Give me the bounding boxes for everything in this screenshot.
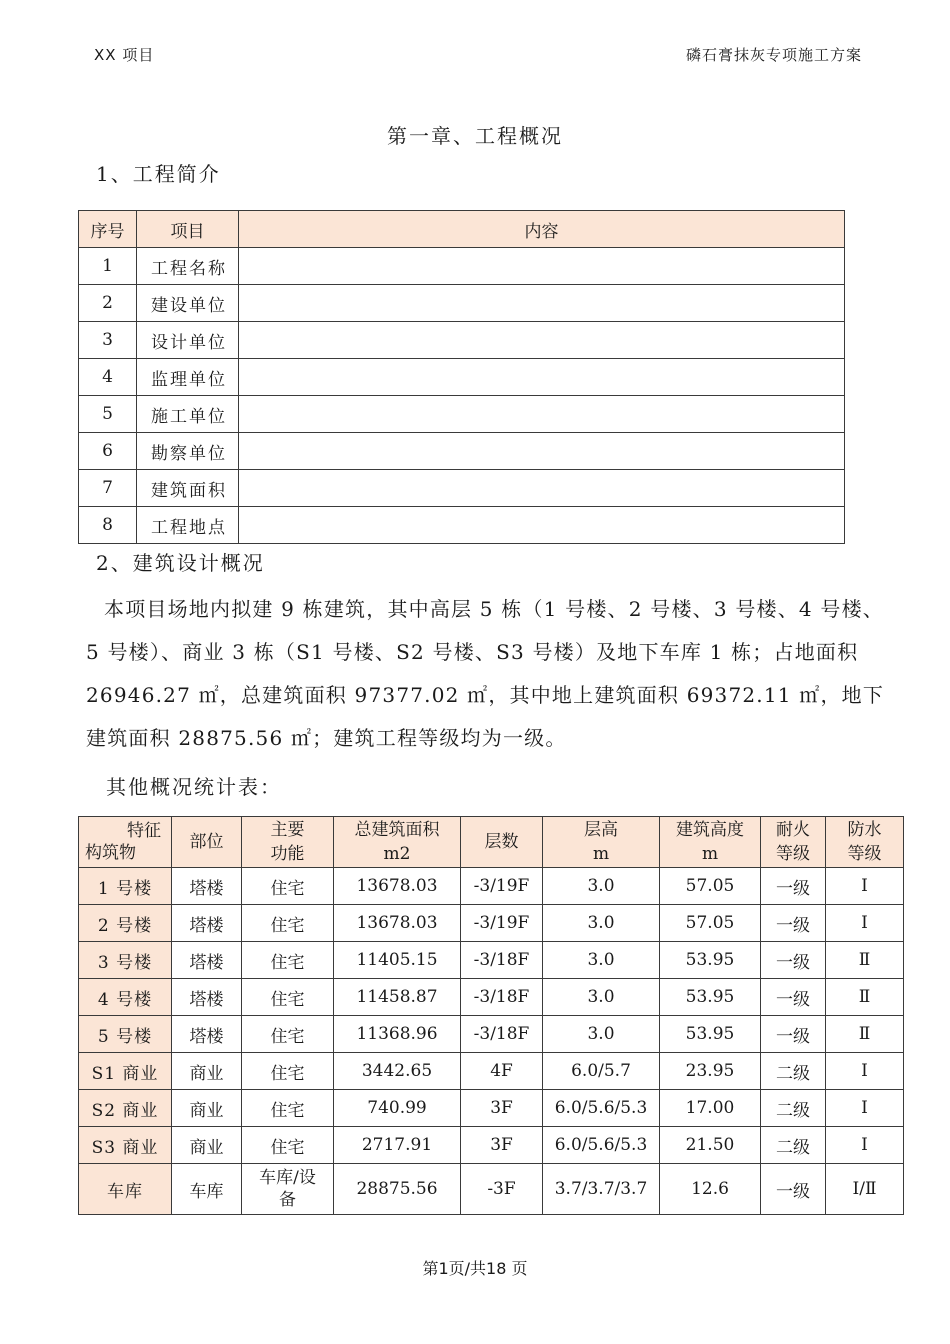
row-content [239, 470, 845, 507]
table-row [79, 1053, 904, 1090]
cell-floor-height: 3.0 [543, 1016, 660, 1053]
table-row [79, 1127, 904, 1164]
col-header-function: 主要 功能 [242, 817, 334, 868]
cell-function: 住宅 [242, 1090, 334, 1127]
cell-part: 塔楼 [172, 942, 242, 979]
corner-top-label: 特征 [127, 821, 161, 841]
row-content [239, 433, 845, 470]
building-name: S1 商业 [79, 1053, 172, 1090]
cell-floor-height: 3.0 [543, 868, 660, 905]
row-item: 工程地点 [137, 507, 239, 544]
header-project-name: XX 项目 [94, 46, 155, 64]
cell-part: 商业 [172, 1053, 242, 1090]
row-no: 1 [79, 248, 137, 285]
cell-fire-rating: 一级 [761, 905, 826, 942]
building-name: S3 商业 [79, 1127, 172, 1164]
cell-function: 住宅 [242, 905, 334, 942]
cell-function: 住宅 [242, 1016, 334, 1053]
col-header-no: 序号 [79, 211, 137, 248]
cell-area: 11368.96 [334, 1016, 461, 1053]
row-content [239, 248, 845, 285]
project-info-table [78, 210, 845, 544]
row-item: 设计单位 [137, 322, 239, 359]
header-document-title: 磷石膏抹灰专项施工方案 [685, 46, 862, 64]
corner-header-cell [79, 817, 172, 868]
cell-function: 车库/设 备 [242, 1164, 334, 1215]
cell-waterproof-rating: Ⅰ [826, 1127, 904, 1164]
cell-fire-rating: 二级 [761, 1090, 826, 1127]
cell-waterproof-rating: Ⅱ [826, 979, 904, 1016]
cell-floor-height: 3.0 [543, 942, 660, 979]
cell-part: 商业 [172, 1127, 242, 1164]
row-item: 工程名称 [137, 248, 239, 285]
cell-waterproof-rating: Ⅱ [826, 942, 904, 979]
cell-floors: -3/19F [461, 905, 543, 942]
row-item: 建设单位 [137, 285, 239, 322]
table-row [79, 979, 904, 1016]
table-row [79, 248, 845, 285]
cell-building-height: 17.00 [660, 1090, 761, 1127]
table-row [79, 396, 845, 433]
cell-part: 车库 [172, 1164, 242, 1215]
row-item: 监理单位 [137, 359, 239, 396]
cell-waterproof-rating: Ⅰ [826, 905, 904, 942]
table-row [79, 868, 904, 905]
cell-fire-rating: 二级 [761, 1053, 826, 1090]
stats-table-intro: 其他概况统计表： [106, 775, 282, 799]
cell-fire-rating: 一级 [761, 1164, 826, 1215]
cell-floors: -3/18F [461, 1016, 543, 1053]
col-header-floors: 层数 [461, 817, 543, 868]
col-header-building-height: 建筑高度 m [660, 817, 761, 868]
cell-floor-height: 3.7/3.7/3.7 [543, 1164, 660, 1215]
cell-area: 740.99 [334, 1090, 461, 1127]
col-header-fire-rating: 耐火 等级 [761, 817, 826, 868]
cell-area: 13678.03 [334, 905, 461, 942]
cell-area: 11458.87 [334, 979, 461, 1016]
cell-waterproof-rating: Ⅰ [826, 868, 904, 905]
cell-floor-height: 6.0/5.7 [543, 1053, 660, 1090]
table-row [79, 433, 845, 470]
row-content [239, 359, 845, 396]
cell-waterproof-rating: Ⅰ/Ⅱ [826, 1164, 904, 1215]
building-name: 1 号楼 [79, 868, 172, 905]
col-header-floor-height: 层高 m [543, 817, 660, 868]
cell-floor-height: 3.0 [543, 979, 660, 1016]
row-content [239, 396, 845, 433]
cell-floors: -3/18F [461, 979, 543, 1016]
col-header-content: 内容 [239, 211, 845, 248]
cell-area: 2717.91 [334, 1127, 461, 1164]
cell-building-height: 53.95 [660, 942, 761, 979]
row-no: 2 [79, 285, 137, 322]
cell-waterproof-rating: Ⅱ [826, 1016, 904, 1053]
cell-building-height: 12.6 [660, 1164, 761, 1215]
chapter-title: 第一章、工程概况 [387, 124, 563, 148]
table-row [79, 1164, 904, 1215]
cell-part: 塔楼 [172, 905, 242, 942]
cell-area: 11405.15 [334, 942, 461, 979]
table-header-row [79, 817, 904, 868]
cell-fire-rating: 二级 [761, 1127, 826, 1164]
cell-building-height: 23.95 [660, 1053, 761, 1090]
cell-function: 住宅 [242, 1127, 334, 1164]
building-name: 2 号楼 [79, 905, 172, 942]
cell-building-height: 57.05 [660, 868, 761, 905]
table-row [79, 359, 845, 396]
row-item: 施工单位 [137, 396, 239, 433]
table-row [79, 905, 904, 942]
cell-area: 3442.65 [334, 1053, 461, 1090]
row-content [239, 507, 845, 544]
row-no: 5 [79, 396, 137, 433]
cell-waterproof-rating: Ⅰ [826, 1053, 904, 1090]
table-row [79, 1090, 904, 1127]
building-name: S2 商业 [79, 1090, 172, 1127]
row-item: 勘察单位 [137, 433, 239, 470]
cell-floor-height: 6.0/5.6/5.3 [543, 1090, 660, 1127]
cell-area: 13678.03 [334, 868, 461, 905]
cell-floor-height: 3.0 [543, 905, 660, 942]
row-content [239, 322, 845, 359]
cell-floors: 3F [461, 1127, 543, 1164]
row-no: 6 [79, 433, 137, 470]
col-header-area: 总建筑面积 m2 [334, 817, 461, 868]
building-name: 车库 [79, 1164, 172, 1215]
row-content [239, 285, 845, 322]
cell-fire-rating: 一级 [761, 1016, 826, 1053]
cell-waterproof-rating: Ⅰ [826, 1090, 904, 1127]
row-no: 7 [79, 470, 137, 507]
row-no: 3 [79, 322, 137, 359]
row-item: 建筑面积 [137, 470, 239, 507]
col-header-item: 项目 [137, 211, 239, 248]
table-row [79, 322, 845, 359]
table-row [79, 942, 904, 979]
cell-building-height: 57.05 [660, 905, 761, 942]
cell-building-height: 21.50 [660, 1127, 761, 1164]
building-name: 3 号楼 [79, 942, 172, 979]
cell-fire-rating: 一级 [761, 979, 826, 1016]
cell-floors: 3F [461, 1090, 543, 1127]
table-header-row [79, 211, 845, 248]
table-row [79, 470, 845, 507]
cell-floors: 4F [461, 1053, 543, 1090]
table-row [79, 1016, 904, 1053]
section-2-title: 2、建筑设计概况 [96, 551, 265, 575]
section-1-title: 1、工程简介 [96, 162, 221, 186]
design-overview-paragraph [86, 588, 886, 760]
cell-floors: -3/18F [461, 942, 543, 979]
cell-part: 塔楼 [172, 979, 242, 1016]
cell-part: 商业 [172, 1090, 242, 1127]
cell-function: 住宅 [242, 979, 334, 1016]
page-footer: 第1页/共18 页 [422, 1259, 528, 1278]
cell-floor-height: 6.0/5.6/5.3 [543, 1127, 660, 1164]
cell-part: 塔楼 [172, 1016, 242, 1053]
row-no: 8 [79, 507, 137, 544]
col-header-part: 部位 [172, 817, 242, 868]
building-name: 4 号楼 [79, 979, 172, 1016]
corner-bottom-label: 构筑物 [85, 843, 136, 863]
cell-area: 28875.56 [334, 1164, 461, 1215]
row-no: 4 [79, 359, 137, 396]
cell-function: 住宅 [242, 1053, 334, 1090]
col-header-waterproof-rating: 防水 等级 [826, 817, 904, 868]
cell-building-height: 53.95 [660, 1016, 761, 1053]
cell-function: 住宅 [242, 868, 334, 905]
cell-floors: -3/19F [461, 868, 543, 905]
cell-fire-rating: 一级 [761, 942, 826, 979]
building-name: 5 号楼 [79, 1016, 172, 1053]
cell-building-height: 53.95 [660, 979, 761, 1016]
cell-floors: -3F [461, 1164, 543, 1215]
cell-part: 塔楼 [172, 868, 242, 905]
table-row [79, 285, 845, 322]
cell-fire-rating: 一级 [761, 868, 826, 905]
cell-function: 住宅 [242, 942, 334, 979]
paragraph-text: 本项目场地内拟建 9 栋建筑，其中高层 5 栋（1 号楼、2 号楼、3 号楼、4 号楼、5 号楼）、商业 3 栋（S1 号楼、S2 号楼、S3 号楼）及地下车库 1 栋；占地面积 26946.27 ㎡，总建筑面积 97377.02 ㎡，其中地上建筑面积 69372.11 ㎡，地下建筑面积 28875.56 ㎡；建筑工程等级均为一级。 [86, 597, 885, 750]
building-stats-table [78, 816, 904, 1215]
table-row [79, 507, 845, 544]
